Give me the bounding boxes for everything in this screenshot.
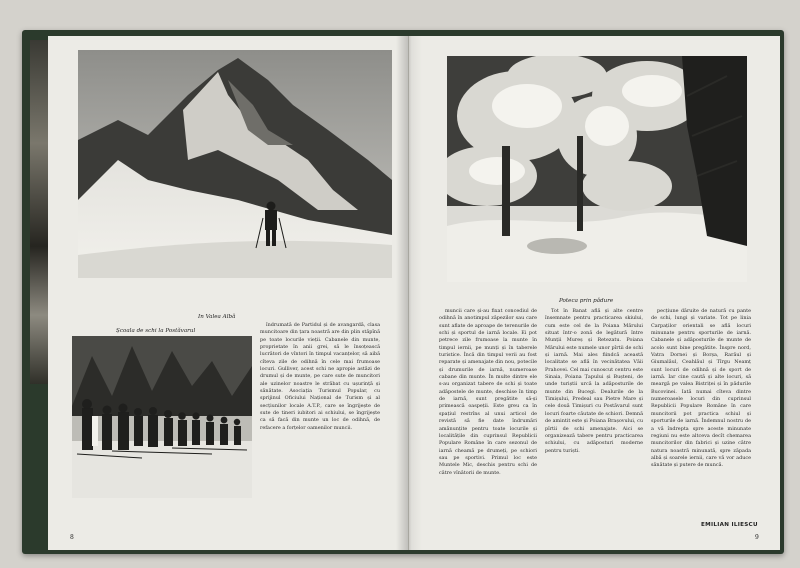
top-photo-caption: In Valea Albă bbox=[198, 314, 236, 320]
right-article-text-3: pecțiune dăruite de natură cu pante de schi, lungi și variate. Tot pe linia Carpaților orientali se află locuri minunate pentru sporturile de iarnă. Cabanele și adăposturile de munte de acolo sunt bine pregătite. Înspre nord, Vatra Dornei și Borșa, Rarăul și Giumalăul, Ceahlăul și Tîrgu Neamț sunt locuri de odihnă și de sport de iarnă. Iar cine caută și alte locuri, să meargă pe valea Bistriței și în pădurile Bucovinei. Iată numai cîteva dintre numeroasele locuri din cuprinsul Republicii Populare Române în care muncitorii pot practica schiul și sporturile de iarnă. Îndemnul nostru de a vă îndrepta spre aceste minunate regiuni nu este altceva decît chemarea muncitorilor din fabrici și uzine către natura noastră minunată, spre zăpada albă și soarele iernii, care vă vor aduce sănătate și putere de muncă. bbox=[651, 308, 751, 469]
left-page bbox=[48, 36, 410, 550]
right-photo-caption: Poteca prin pădure bbox=[559, 298, 614, 304]
right-article-column-2 bbox=[545, 308, 643, 530]
bottom-photo-caption: Școala de schi la Postăvarul bbox=[116, 328, 196, 334]
right-article-column-3 bbox=[651, 308, 751, 518]
right-article-column-1 bbox=[439, 308, 537, 530]
right-article-text-2: Tot în Banat află și alte centre însemnate pentru practicarea skiului, cum este cel de la Poiana Mărului situat într-o zonă de legătură între Munții Mureș și Retezatu. Poiana Mărului este numele unor pîrtii de schi și iarnă. Mai ales fiindcă această localitate se află în vecinătatea Văii Prahovei. Cel mai cunoscut centru este Sinaia, Poiana Țapului și Bușteni, de unde turiștii urcă la adăposturile de munte din Bucegi. Dealurile de la Timișului, Predeal sau Pietre Mare și cele două Timișuri cu Postăvarul sunt locuri foarte căutate de schiori. Demnă de amintit este și Poiana Brașovului, cu pîrtii de schi amenajate. Aici se organizează tabere pentru practicarea schiului, cu adăposturi moderne pentru turiști. bbox=[545, 308, 643, 454]
right-article-text-1: muncii care și-au fixat concediul de odihnă în anotimpul zăpezilor sau care sunt aflate de aproape de terenurile de schi și sportul de iarnă locale. Ei pot petrece zile frumoase la munte în timpul iernii, pe munți și în taberele turistice. Încă din timpul verii au fost reparate și amenajate din nou, potecile și drumurile de iarnă, numeroase cabane din munte. În multe dintre ele s-au organizat tabere de schi și toate adăpostele de munte, deschise în timp de iarnă, sunt pregătite să-și primească oaspeții. Este greu ca în spațiul restrîns al unui articol de revistă să fie date îndrumări amănunțite pentru toate locurile și localitățile din cuprinsul Republicii Populare Române în care sezonul de iarnă cheamă pe drumeți, pe schiori sau pe sportivi. Primul loc este Muntele Mic, deschis pentru schi de către vînătorii de munte. bbox=[439, 308, 537, 476]
right-page bbox=[408, 36, 780, 550]
right-page-number: 9 bbox=[755, 534, 759, 541]
photo-ski-school bbox=[72, 336, 252, 498]
left-article-text: îndrumată de Partidul și de avangardă, clasa muncitoare din țara noastră are din plin stăpînă pe toate locurile vieții. Cabanele din munte, proprietate în anii grei, să le însoțească lucrători de vîntori în timpul vacanțelor, să aibă cîteva zile de odihnă în cele mai frumoase locuri. Gulliver, acest schi ne apropie astăzi de drumul și de munte, pe care sute de muncitori ale uzinelor noastre le străbat cu ușurință și sănătate. Asociația Turismul Popular, cu sprijinul Oficiului Național de Turism și al secțiunilor locale A.T.P., care se îngrijește de sute de tineri iubitori ai schiului, se îngrijește ca să facă din munte un loc de odihnă, de refacere a forțelor oamenilor muncii. bbox=[260, 322, 380, 431]
photo-mountain-skier bbox=[78, 50, 392, 278]
left-page-number: 8 bbox=[70, 534, 74, 541]
left-article-column bbox=[260, 322, 380, 528]
photo-forest-path bbox=[447, 56, 747, 282]
article-author: EMILIAN ILIESCU bbox=[701, 522, 758, 528]
